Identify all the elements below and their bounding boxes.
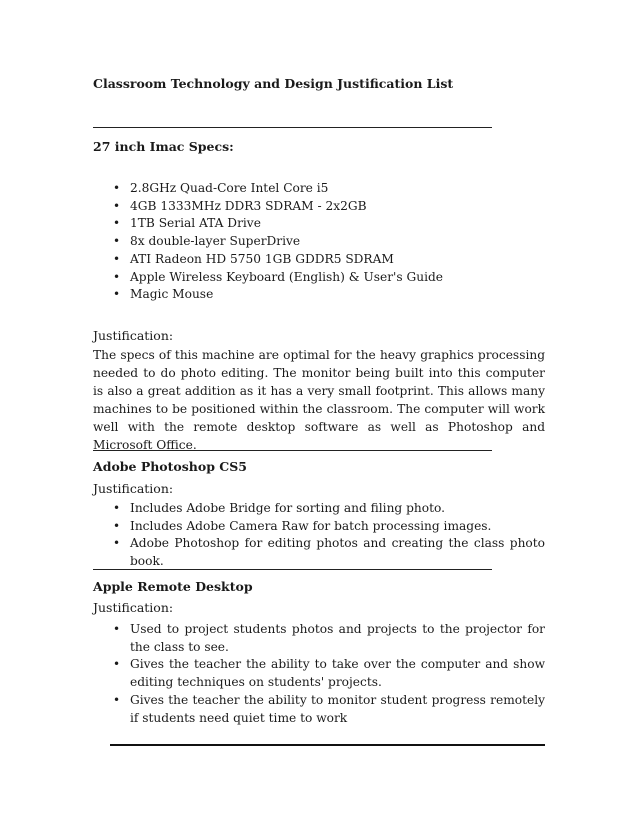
- list-item: • 4GB 1333MHz DDR3 SDRAM - 2x2GB: [93, 198, 545, 216]
- bullet-icon: •: [113, 536, 121, 551]
- photoshop-justification-label: Justification:: [93, 481, 174, 496]
- remote-desktop-heading: Apple Remote Desktop: [93, 579, 253, 594]
- bullet-icon: •: [113, 622, 121, 636]
- bullet-icon: •: [113, 216, 121, 231]
- bullet-icon: •: [113, 198, 121, 213]
- imac-specs-list: [93, 180, 545, 304]
- list-item: • 8x double-layer SuperDrive: [93, 233, 545, 251]
- remote-desktop-justification-list: [93, 621, 545, 727]
- bullet-icon: •: [113, 234, 121, 249]
- list-item: • Gives the teacher the ability to monitor student progress remotely if students need quiet time to work: [113, 692, 545, 725]
- bullet-icon: •: [113, 287, 121, 302]
- document-title: Classroom Technology and Design Justification List: [93, 76, 454, 91]
- bullet-icon: •: [113, 501, 121, 515]
- remote-desktop-justification-label: Justification:: [93, 600, 174, 615]
- photoshop-heading: Adobe Photoshop CS5: [93, 459, 247, 474]
- bullet-icon: •: [113, 251, 121, 266]
- bullet-icon: •: [113, 269, 121, 284]
- list-item: • Used to project students photos and projects to the projector for the class to see.: [113, 622, 545, 654]
- section-divider: [93, 450, 492, 451]
- list-item: • Gives the teacher the ability to take over the computer and show editing techniques on students' projects.: [113, 657, 545, 690]
- bullet-icon: •: [113, 692, 121, 707]
- bottom-divider: [110, 744, 545, 746]
- bullet-icon: •: [113, 657, 121, 672]
- list-item: • 1TB Serial ATA Drive: [93, 215, 545, 233]
- list-item: • Apple Wireless Keyboard (English) & User's Guide: [93, 269, 545, 287]
- section-divider: [93, 127, 492, 128]
- imac-justification-label: Justification:: [93, 328, 174, 343]
- list-item: • Magic Mouse: [93, 286, 545, 304]
- section-divider: [93, 569, 492, 570]
- bullet-icon: •: [113, 181, 121, 195]
- list-item: • Includes Adobe Bridge for sorting and filing photo.: [93, 500, 545, 518]
- bullet-icon: •: [113, 518, 121, 533]
- photoshop-justification-list: [93, 500, 545, 571]
- imac-specs-heading: 27 inch Imac Specs:: [93, 139, 234, 154]
- list-item: • 2.8GHz Quad-Core Intel Core i5: [93, 180, 545, 198]
- list-item: • Adobe Photoshop for editing photos and creating the class photo book.: [113, 536, 545, 569]
- list-item: • ATI Radeon HD 5750 1GB GDDR5 SDRAM: [93, 251, 545, 269]
- imac-justification-text: The specs of this machine are optimal for the heavy graphics processing needed to do photo editing. The monitor being built into this computer is also a great addition as it has a very small footprint. This allows many machines to be positioned within the classroom. The computer will work well with the remote desktop software as well as Photoshop and Microsoft Office.: [93, 348, 545, 452]
- list-item: • Includes Adobe Camera Raw for batch processing images.: [93, 518, 545, 536]
